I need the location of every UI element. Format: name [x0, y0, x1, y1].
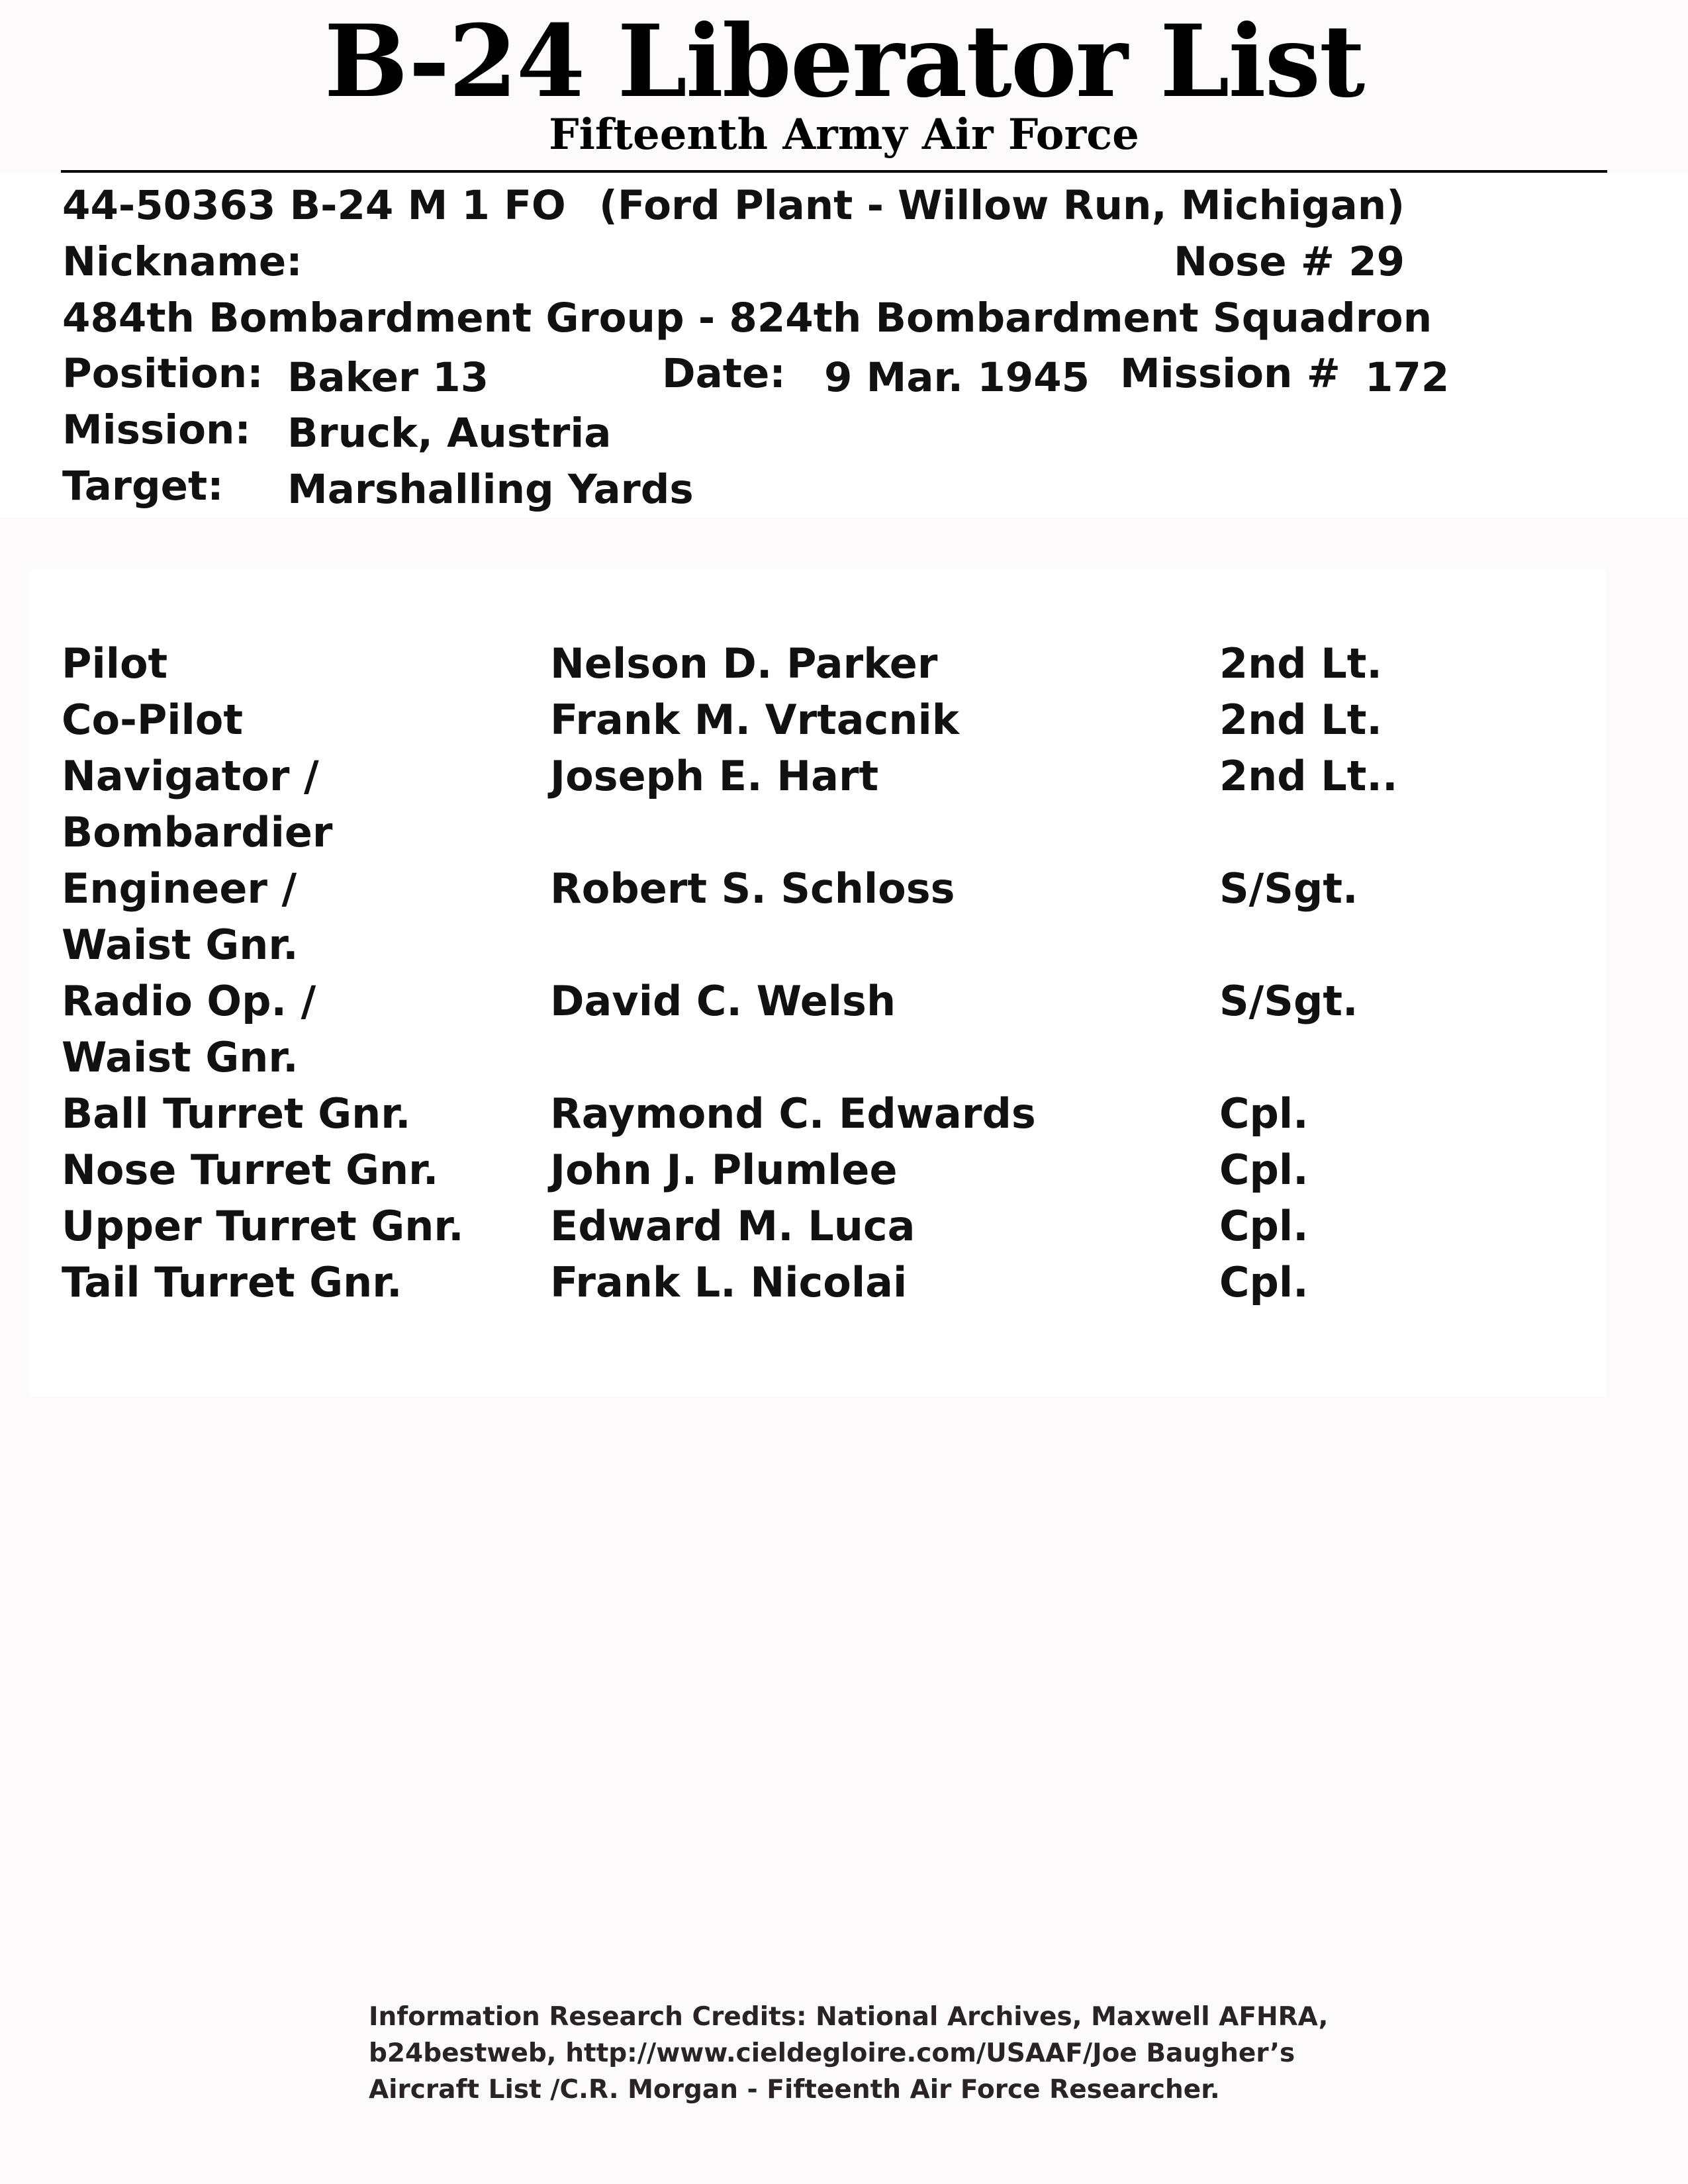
crew-name: Nelson D. Parker [550, 639, 938, 688]
aircraft-plant: (Ford Plant - Willow Run, Michigan) [599, 182, 1405, 229]
crew-role-line: Radio Op. / [62, 977, 316, 1025]
crew-role-line: Ball Turret Gnr. [62, 1089, 411, 1138]
crew-role [62, 1085, 411, 1142]
crew-role-line: Tail Turret Gnr. [62, 1258, 402, 1306]
crew-roster [30, 569, 1605, 1396]
crew-rank: 2nd Lt. [1219, 696, 1382, 744]
crew-rank: Cpl. [1219, 1146, 1309, 1194]
crew-role-line: Navigator / [62, 752, 319, 800]
credits-line: Information Research Credits: National Archives, Maxwell AFHRA, [369, 2002, 1329, 2032]
crew-role-line: Co-Pilot [62, 696, 244, 744]
crew-rank: Cpl. [1219, 1202, 1309, 1250]
crew-role-line: Waist Gnr. [62, 921, 299, 969]
crew-role [62, 1142, 438, 1198]
crew-role-line: Upper Turret Gnr. [62, 1202, 464, 1250]
mission-number-value: 172 [1365, 354, 1450, 401]
target-value: Marshalling Yards [287, 466, 694, 513]
crew-role-line: Nose Turret Gnr. [62, 1146, 439, 1194]
crew-role-line: Pilot [62, 639, 168, 688]
crew-name: John J. Plumlee [550, 1146, 898, 1194]
page-title: B-24 Liberator List [324, 3, 1364, 120]
crew-rank: Cpl. [1219, 1089, 1309, 1138]
nose-number: Nose # 29 [1174, 238, 1405, 285]
crew-rank: 2nd Lt.. [1219, 752, 1398, 800]
target-label: Target: [62, 463, 224, 510]
mission-label: Mission: [62, 406, 251, 453]
crew-row [30, 973, 1605, 1085]
crew-role-line: Engineer / [62, 864, 297, 913]
mission-number-label: Mission # [1120, 350, 1340, 397]
crew-row [30, 1142, 1605, 1198]
unit-line: 484th Bombardment Group - 824th Bombardment Squadron [62, 295, 1432, 341]
crew-role-line: Waist Gnr. [62, 1033, 299, 1081]
crew-rank: 2nd Lt. [1219, 639, 1382, 688]
title-divider [61, 170, 1607, 173]
crew-row [30, 1254, 1605, 1310]
crew-row [30, 860, 1605, 973]
crew-name: Frank L. Nicolai [550, 1258, 908, 1306]
crew-row [30, 748, 1605, 860]
crew-rank: Cpl. [1219, 1258, 1309, 1306]
position-value: Baker 13 [287, 354, 489, 401]
crew-role [62, 973, 316, 1085]
crew-row [30, 1085, 1605, 1142]
crew-role [62, 748, 333, 860]
page-subtitle: Fifteenth Army Air Force [549, 110, 1139, 159]
crew-row [30, 692, 1605, 748]
crew-role [62, 860, 299, 973]
credits-line: Aircraft List /C.R. Morgan - Fifteenth Air Force Researcher. [369, 2075, 1220, 2105]
crew-name: David C. Welsh [550, 977, 896, 1025]
research-credits [369, 1999, 1494, 2108]
position-label: Position: [62, 350, 263, 397]
crew-role [62, 1198, 464, 1254]
aircraft-info-panel [0, 173, 1688, 518]
credits-line: b24bestweb, http://www.cieldegloire.com/USAAF/Joe Baugher’s [369, 2038, 1295, 2068]
date-value: 9 Mar. 1945 [824, 354, 1090, 401]
crew-rank: S/Sgt. [1219, 977, 1358, 1025]
crew-role [62, 635, 167, 692]
crew-rank: S/Sgt. [1219, 864, 1358, 913]
crew-name: Raymond C. Edwards [550, 1089, 1036, 1138]
aircraft-serial: 44-50363 B-24 M 1 FO [62, 182, 566, 229]
mission-value: Bruck, Austria [287, 410, 612, 457]
crew-name: Frank M. Vrtacnik [550, 696, 960, 744]
crew-row [30, 1198, 1605, 1254]
crew-name: Robert S. Schloss [550, 864, 955, 913]
crew-role [62, 692, 243, 748]
crew-row [30, 635, 1605, 692]
crew-role-line: Bombardier [62, 808, 333, 856]
date-label: Date: [662, 350, 786, 397]
crew-role [62, 1254, 402, 1310]
crew-name: Joseph E. Hart [550, 752, 879, 800]
nickname-label: Nickname: [62, 238, 303, 285]
crew-name: Edward M. Luca [550, 1202, 915, 1250]
